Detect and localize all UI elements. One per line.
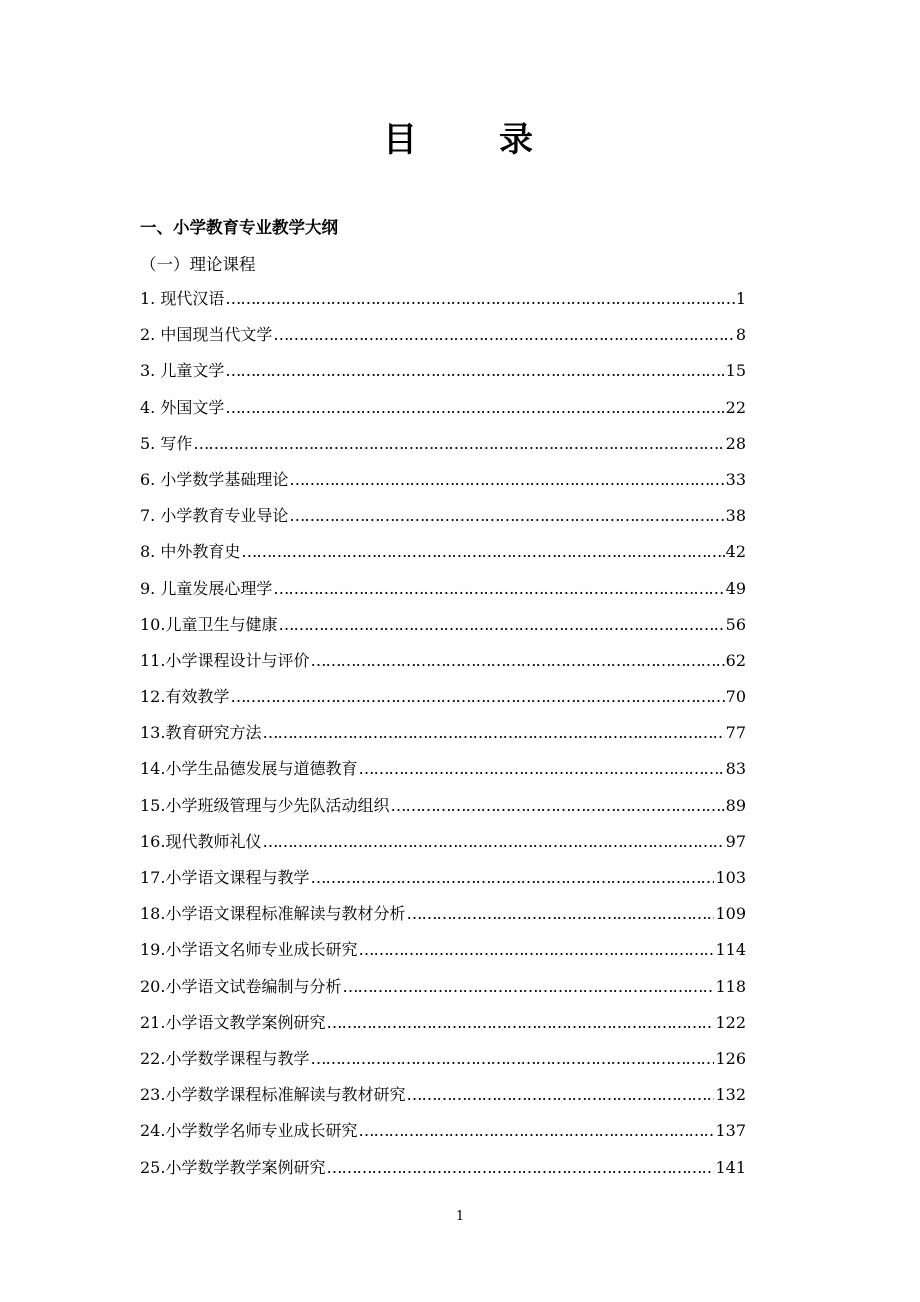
toc-leader-dots xyxy=(273,579,724,598)
toc-entry-label: 5. 写作 xyxy=(140,433,193,453)
toc-entry[interactable] xyxy=(140,937,746,973)
toc-entry-label: 23.小学数学课程标准解读与教材研究 xyxy=(140,1085,406,1105)
toc-entry[interactable] xyxy=(140,576,746,612)
toc-entry-page: 28 xyxy=(725,433,746,453)
toc-leader-dots xyxy=(310,868,714,887)
toc-entry-page: 89 xyxy=(725,795,746,815)
toc-entry[interactable] xyxy=(140,503,746,539)
toc-entry-page: 126 xyxy=(715,1048,746,1068)
toc-entry[interactable] xyxy=(140,322,746,358)
toc-entry-page: 1 xyxy=(735,289,746,308)
toc-entry-page: 132 xyxy=(715,1085,746,1105)
toc-entry-page: 122 xyxy=(715,1012,746,1032)
toc-entry-page: 137 xyxy=(715,1121,746,1141)
toc-entry[interactable] xyxy=(140,829,746,865)
toc-entry[interactable] xyxy=(140,793,746,829)
toc-entry-page: 103 xyxy=(715,868,746,887)
section-heading: 一、小学教育专业教学大纲 xyxy=(140,218,338,237)
toc-entry-page: 109 xyxy=(715,904,746,924)
toc-entry-label: 13.教育研究方法 xyxy=(140,723,262,743)
subsection-heading: （一）理论课程 xyxy=(140,255,256,274)
toc-leader-dots xyxy=(225,361,724,380)
toc-entry[interactable] xyxy=(140,756,746,792)
toc-entry-page: 15 xyxy=(725,361,746,381)
toc-entry-label: 4. 外国文学 xyxy=(140,397,225,417)
toc-entry-label: 19.小学语文名师专业成长研究 xyxy=(140,940,358,960)
toc-entry-page: 42 xyxy=(725,542,746,562)
toc-entry[interactable] xyxy=(140,539,746,575)
toc-entry-page: 22 xyxy=(725,397,746,417)
toc-entry-label: 20.小学语文试卷编制与分析 xyxy=(140,976,342,996)
toc-leader-dots xyxy=(390,796,724,815)
toc-entry-page: 83 xyxy=(725,759,746,779)
toc-entry[interactable] xyxy=(140,1010,746,1046)
toc-leader-dots xyxy=(241,542,724,561)
toc-entry-label: 3. 儿童文学 xyxy=(140,361,225,381)
toc-leader-dots xyxy=(278,615,724,634)
toc-leader-dots xyxy=(358,759,724,778)
toc-entry-page: 49 xyxy=(725,578,746,598)
toc-entry-label: 24.小学数学名师专业成长研究 xyxy=(140,1121,358,1141)
toc-entry-label: 14.小学生品德发展与道德教育 xyxy=(140,759,358,779)
page-number: 1 xyxy=(455,1209,465,1224)
toc-entry-page: 56 xyxy=(725,614,746,634)
toc-entry[interactable] xyxy=(140,358,746,394)
toc-entry-label: 16.现代教师礼仪 xyxy=(140,831,262,851)
toc-entry[interactable] xyxy=(140,684,746,720)
toc-leader-dots xyxy=(406,1085,714,1104)
toc-entry-label: 1. 现代汉语 xyxy=(140,289,225,308)
toc-entry[interactable] xyxy=(140,612,746,648)
toc-entry[interactable] xyxy=(140,901,746,937)
toc-entry-page: 70 xyxy=(725,687,746,707)
toc-entry-label: 2. 中国现当代文学 xyxy=(140,325,273,345)
toc-entry-label: 11.小学课程设计与评价 xyxy=(140,650,310,670)
toc-leader-dots xyxy=(326,1013,714,1032)
toc-leader-dots xyxy=(358,940,714,959)
toc-entry-page: 62 xyxy=(725,650,746,670)
toc-leader-dots xyxy=(225,398,724,417)
toc-entry-label: 8. 中外教育史 xyxy=(140,542,241,562)
toc-entry-label: 6. 小学数学基础理论 xyxy=(140,469,289,489)
toc-entry-page: 8 xyxy=(735,325,746,345)
toc-entry-page: 141 xyxy=(715,1157,746,1177)
toc-entry-label: 9. 儿童发展心理学 xyxy=(140,578,273,598)
toc-leader-dots xyxy=(310,651,724,670)
toc-leader-dots xyxy=(225,289,734,308)
table-of-contents xyxy=(140,286,746,1191)
toc-leader-dots xyxy=(406,904,714,923)
toc-entry-label: 17.小学语文课程与教学 xyxy=(140,868,310,887)
toc-entry[interactable] xyxy=(140,648,746,684)
toc-leader-dots xyxy=(262,832,724,851)
toc-leader-dots xyxy=(193,434,724,453)
toc-entry-label: 7. 小学教育专业导论 xyxy=(140,506,289,526)
toc-leader-dots xyxy=(289,470,724,489)
toc-entry-page: 77 xyxy=(725,723,746,743)
toc-entry[interactable] xyxy=(140,1155,746,1191)
toc-entry-label: 22.小学数学课程与教学 xyxy=(140,1048,310,1068)
toc-entry-page: 118 xyxy=(715,976,746,996)
toc-entry-page: 114 xyxy=(715,940,746,960)
toc-entry[interactable] xyxy=(140,286,746,322)
toc-entry[interactable] xyxy=(140,720,746,756)
toc-leader-dots xyxy=(326,1158,714,1177)
toc-entry-label: 12.有效教学 xyxy=(140,687,230,707)
toc-entry[interactable] xyxy=(140,467,746,503)
toc-entry-label: 25.小学数学教学案例研究 xyxy=(140,1157,326,1177)
toc-leader-dots xyxy=(342,977,714,996)
toc-entry-page: 33 xyxy=(725,469,746,489)
toc-entry-label: 18.小学语文课程标准解读与教材分析 xyxy=(140,904,406,924)
toc-leader-dots xyxy=(358,1121,714,1140)
toc-leader-dots xyxy=(262,723,724,742)
toc-entry-page: 38 xyxy=(725,506,746,526)
toc-leader-dots xyxy=(230,687,724,706)
toc-entry-page: 97 xyxy=(725,831,746,851)
toc-leader-dots xyxy=(273,325,734,344)
toc-entry-label: 15.小学班级管理与少先队活动组织 xyxy=(140,795,390,815)
toc-leader-dots xyxy=(289,506,724,525)
toc-entry[interactable] xyxy=(140,431,746,467)
toc-entry[interactable] xyxy=(140,1046,746,1082)
toc-entry[interactable] xyxy=(140,395,746,431)
toc-leader-dots xyxy=(310,1049,714,1068)
toc-entry-label: 21.小学语文教学案例研究 xyxy=(140,1012,326,1032)
toc-entry-label: 10.儿童卫生与健康 xyxy=(140,614,278,634)
toc-entry[interactable] xyxy=(140,1118,746,1154)
toc-entry[interactable] xyxy=(140,865,746,901)
toc-entry[interactable] xyxy=(140,974,746,1010)
page-title: 目 录 xyxy=(383,120,557,160)
toc-entry[interactable] xyxy=(140,1082,746,1118)
